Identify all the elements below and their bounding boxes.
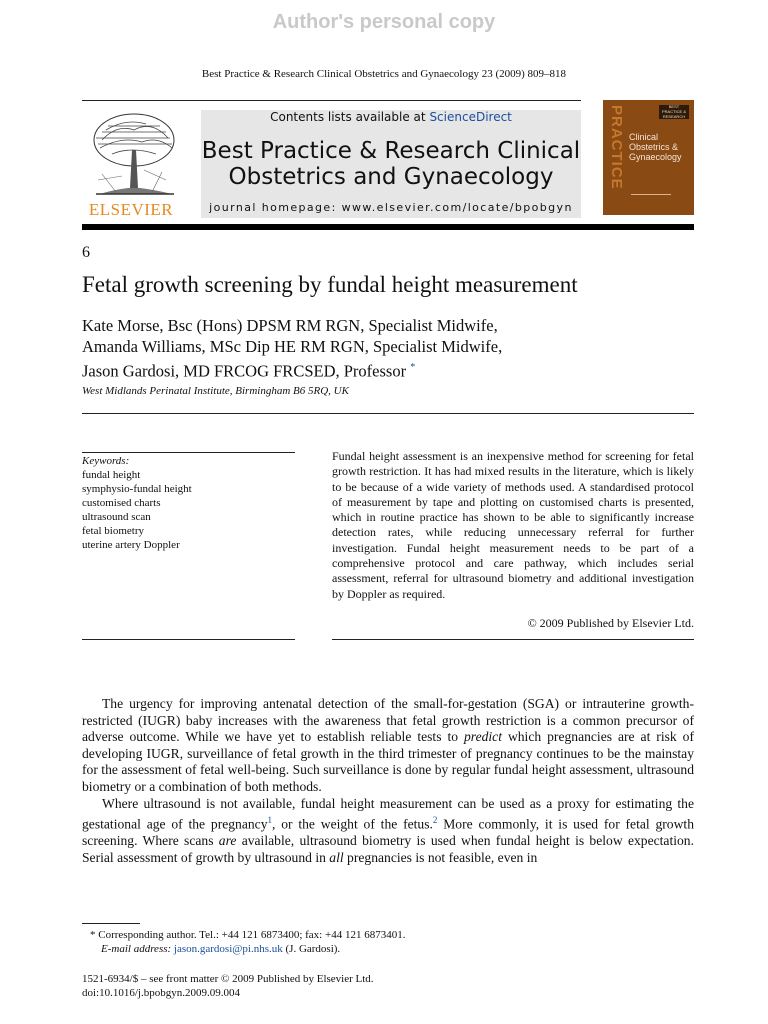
keywords-heading: Keywords: (82, 455, 130, 467)
journal-title-line2: Obstetrics and Gynaecology (228, 164, 554, 190)
cover-line2: Obstetrics & (629, 142, 679, 152)
article-number: 6 (82, 244, 90, 261)
body-paragraph-1 (82, 696, 694, 796)
keyword-item: fundal height (82, 469, 141, 481)
author-name: Jason Gardosi, MD FRCOG FRCSED, Professor (82, 361, 407, 381)
keyword-item: customised charts (82, 497, 161, 509)
article-title: Fetal growth screening by fundal height measurement (82, 272, 578, 297)
footnote-mark: * (90, 929, 96, 941)
footnote-line-1 (82, 928, 405, 942)
body-emphasis: all (329, 849, 344, 865)
body-text-span: , or the weight of the fetus. (272, 816, 433, 832)
affiliation-rule (82, 413, 694, 414)
journal-title-line1: Best Practice & Research Clinical (201, 138, 581, 164)
journal-homepage[interactable]: journal homepage: www.elsevier.com/locate/bpobgyn (209, 201, 573, 214)
body-emphasis: predict (463, 729, 502, 745)
reference-link[interactable]: 2 (432, 815, 438, 826)
email-suffix: (J. Gardosi). (282, 943, 341, 955)
cover-line3: Gynaecology (629, 152, 682, 162)
body-text (82, 696, 694, 866)
footnote-rule (82, 923, 140, 924)
author-line-2: Amanda Williams, MSc Dip HE RM RGN, Specialist Midwife, (82, 337, 503, 356)
publisher-logo-text: ELSEVIER (88, 200, 174, 219)
contents-prefix: Contents lists available at (270, 110, 430, 124)
reference-link[interactable]: 1 (267, 815, 273, 826)
journal-reference: Best Practice & Research Clinical Obstetrics and Gynaecology 23 (2009) 809–818 (201, 68, 567, 80)
body-text-span: which pregnancies are at risk of developing IUGR, surveillance of fetal growth in the third trimester of pregnancy continues to be the mainstay for the assessment of fetal well-being. Such surveillance is done by regular fundal height assessment, ultrasound biometry or a combination of both methods. (82, 729, 694, 794)
keyword-item: ultrasound scan (82, 511, 151, 523)
journal-title (201, 138, 581, 190)
email-label: E-mail address: (101, 943, 174, 955)
keyword-item: symphysio-fundal height (82, 483, 192, 495)
keyword-item: fetal biometry (82, 525, 145, 537)
abstract-copyright: © 2009 Published by Elsevier Ltd. (527, 616, 694, 630)
header-thick-bar (82, 224, 694, 230)
body-text-span: More commonly, it is used for fetal growth screening. Where scans (82, 816, 694, 849)
body-text-span: pregnancies is not feasible, even in (343, 849, 538, 865)
author-list (82, 315, 502, 382)
keywords-box (82, 454, 192, 552)
cover-top-text: BEST PRACTICE & RESEARCH (661, 104, 686, 119)
author-line-1: Kate Morse, Bsc (Hons) DPSM RM RGN, Specialist Midwife, (82, 316, 498, 335)
body-paragraph-2 (82, 796, 694, 867)
keywords-top-rule (82, 452, 295, 453)
journal-cover (603, 100, 694, 215)
affiliation: West Midlands Perinatal Institute, Birmingham B6 5RQ, UK (82, 385, 349, 397)
cover-line1: Clinical (629, 132, 659, 142)
front-matter (82, 972, 374, 1000)
author-line-3 (82, 357, 502, 382)
footnote-line-2 (82, 942, 405, 956)
sciencedirect-link[interactable]: ScienceDirect (429, 110, 512, 124)
keyword-item: uterine artery Doppler (82, 539, 180, 551)
body-text-span: Where ultrasound is not available, fundal height measurement can be used as a proxy for estimating the gestational age of the pregnancy (82, 795, 694, 832)
body-text-span: The urgency for improving antenatal detection of the small-for-gestation (SGA) or intrauterine growth-restricted (IUGR) baby increases with the awareness that fetal growth restriction is a common precursor of adverse outcome. While we have yet to establish reliable tests to (82, 696, 694, 745)
abstract-bottom-rule (332, 639, 694, 640)
corresponding-author-mark[interactable]: * (410, 362, 416, 373)
doi-line[interactable]: doi:10.1016/j.bpobgyn.2009.09.004 (82, 987, 240, 999)
body-text-span: available, ultrasound biometry is used when fundal height is below expectation. Serial assessment of growth by ultrasound in (82, 833, 694, 865)
issn-line: 1521-6934/$ – see front matter © 2009 Published by Elsevier Ltd. (82, 973, 374, 985)
body-emphasis: are (218, 833, 237, 849)
tree-icon (82, 110, 180, 202)
elsevier-logo (82, 110, 180, 218)
footnote-contact: Corresponding author. Tel.: +44 121 6873400; fax: +44 121 6873401. (98, 929, 406, 941)
abstract-text: Fundal height assessment is an inexpensive method for screening for fetal growth restriction. It has had mixed results in the literature, which is likely to be because of a wide variety of methods used. A standardised protocol of measurement by tape and plotting on customised charts is presented, which in routine practice has shown to be able to significantly increase detection rates, while reducing unnecessary referral for further investigation. Fundal height measurement needs to be part of a comprehensive protocol and care pathway, which includes serial assessment, referral for ultrasound biometry and additional investigation by Doppler as required. (332, 449, 694, 601)
header-rule (82, 100, 581, 101)
keywords-bottom-rule (82, 639, 295, 640)
footnote (82, 928, 405, 956)
watermark: Author's personal copy (272, 11, 496, 33)
cover-side-text: PRACTICE (608, 105, 625, 190)
email-link[interactable]: jason.gardosi@pi.nhs.uk (173, 943, 283, 955)
contents-line (201, 110, 581, 124)
